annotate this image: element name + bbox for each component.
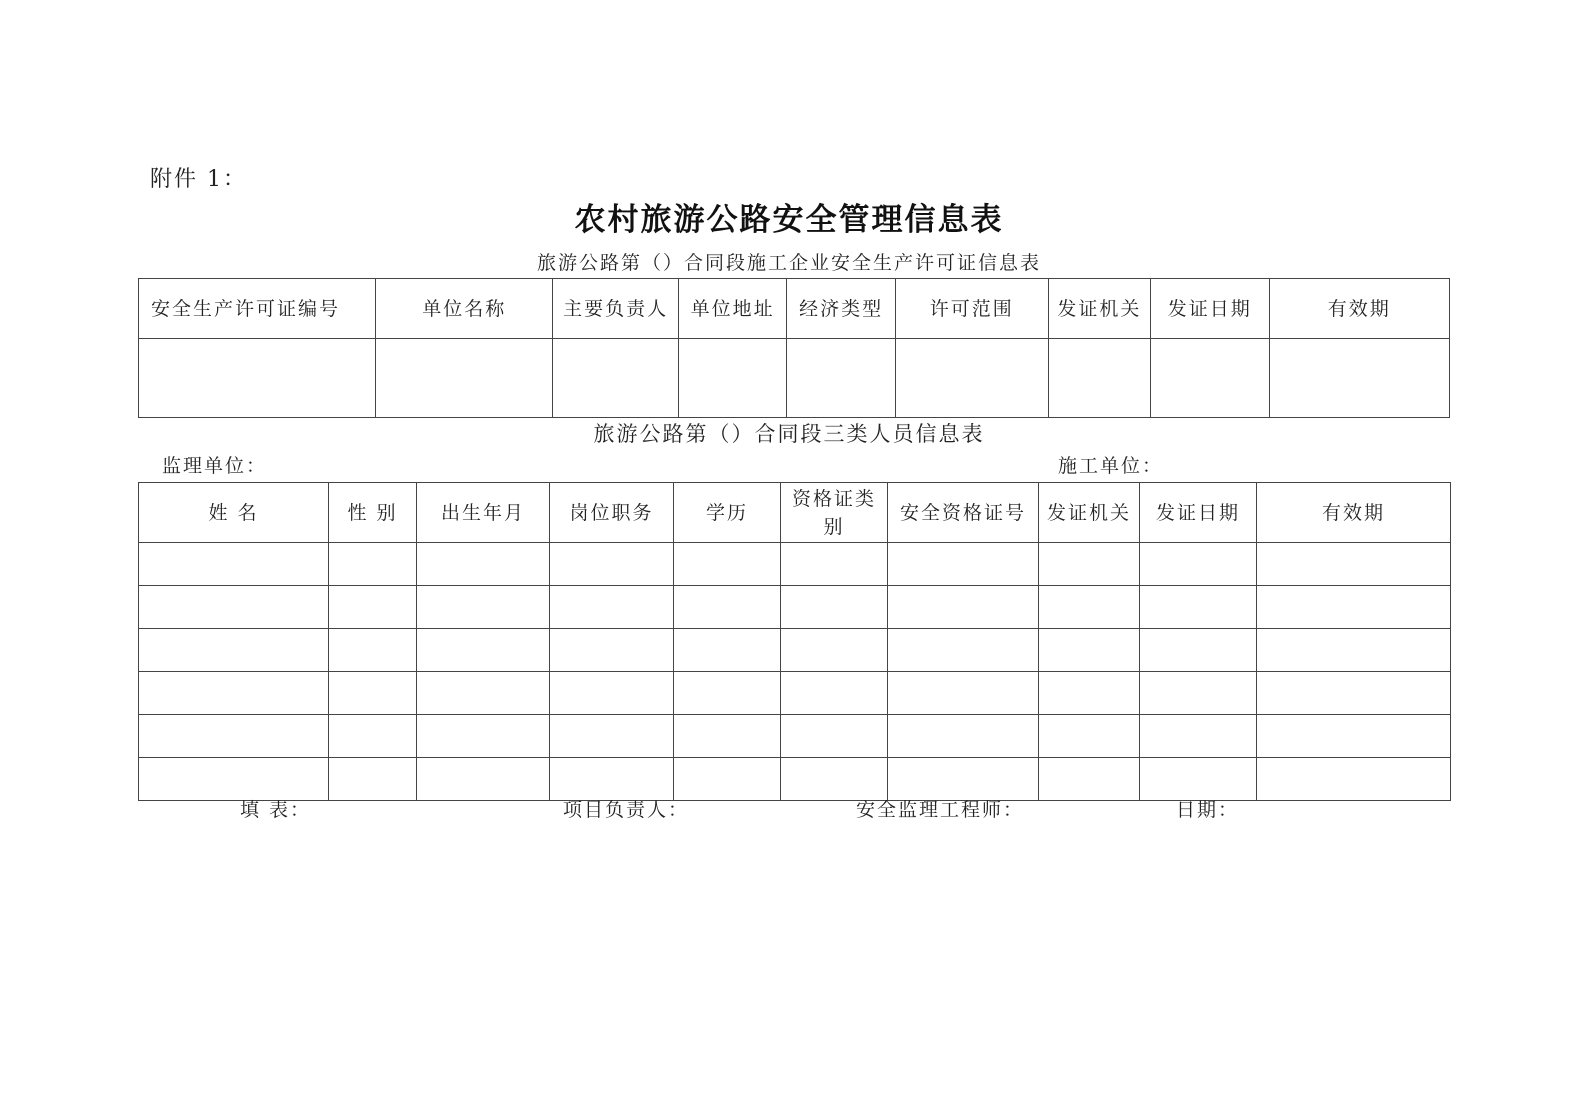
table-cell[interactable]	[1257, 715, 1451, 758]
table-cell[interactable]	[674, 715, 781, 758]
table-cell[interactable]	[1257, 758, 1451, 801]
footer-filled-by-label: 填 表：	[240, 799, 312, 821]
table-cell[interactable]	[1039, 672, 1140, 715]
table-cell[interactable]	[550, 586, 674, 629]
supervisor-unit-label: 监理单位：	[162, 455, 268, 477]
table-cell[interactable]	[1140, 715, 1257, 758]
table-cell[interactable]	[674, 629, 781, 672]
table-cell[interactable]	[329, 715, 417, 758]
table-cell[interactable]	[417, 758, 550, 801]
table-row	[139, 758, 1451, 801]
license-table	[138, 278, 1450, 418]
license-table-header-row	[139, 279, 1450, 339]
table-cell[interactable]	[888, 543, 1039, 586]
header-cell-certificate-type: 资格证类别	[781, 483, 888, 543]
header-cell-education: 学历	[674, 483, 781, 543]
table-cell[interactable]	[139, 339, 376, 418]
header-cell-license-number: 安全生产许可证编号	[139, 279, 376, 339]
table-cell[interactable]	[550, 715, 674, 758]
table-cell[interactable]	[329, 543, 417, 586]
personnel-table	[138, 482, 1451, 801]
header-cell-economic-type: 经济类型	[787, 279, 895, 339]
table-cell[interactable]	[1039, 586, 1140, 629]
table-cell[interactable]	[550, 543, 674, 586]
table-row	[139, 543, 1451, 586]
table-cell[interactable]	[417, 672, 550, 715]
header-cell-validity: 有效期	[1269, 279, 1449, 339]
table-cell[interactable]	[1039, 715, 1140, 758]
table-cell[interactable]	[888, 672, 1039, 715]
table-cell[interactable]	[550, 672, 674, 715]
header-cell-issue-date: 发证日期	[1140, 483, 1257, 543]
table-cell[interactable]	[1039, 543, 1140, 586]
table-cell[interactable]	[1269, 339, 1449, 418]
personnel-table-header-row	[139, 483, 1451, 543]
table-row	[139, 672, 1451, 715]
header-cell-birth-date: 出生年月	[417, 483, 550, 543]
table-cell[interactable]	[417, 543, 550, 586]
header-cell-company-name: 单位名称	[376, 279, 553, 339]
table-cell[interactable]	[376, 339, 553, 418]
table-cell[interactable]	[1140, 543, 1257, 586]
personnel-table-caption: 旅游公路第（）合同段三类人员信息表	[593, 422, 985, 446]
table-cell[interactable]	[1257, 586, 1451, 629]
table-cell[interactable]	[678, 339, 786, 418]
table-cell[interactable]	[553, 339, 679, 418]
table-cell[interactable]	[895, 339, 1048, 418]
header-cell-validity: 有效期	[1257, 483, 1451, 543]
table-cell[interactable]	[888, 586, 1039, 629]
table-cell[interactable]	[674, 758, 781, 801]
table-cell[interactable]	[1140, 586, 1257, 629]
table-cell[interactable]	[787, 339, 895, 418]
page-title: 农村旅游公路安全管理信息表	[574, 202, 1004, 238]
table-cell[interactable]	[139, 543, 329, 586]
header-cell-gender: 性 别	[329, 483, 417, 543]
table-cell[interactable]	[781, 629, 888, 672]
header-cell-license-scope: 许可范围	[895, 279, 1048, 339]
table-cell[interactable]	[1257, 672, 1451, 715]
table-row	[139, 339, 1450, 418]
table-cell[interactable]	[1257, 629, 1451, 672]
table-cell[interactable]	[139, 629, 329, 672]
personnel-table-body	[139, 543, 1451, 801]
header-cell-issuing-authority: 发证机关	[1048, 279, 1150, 339]
footer-safety-engineer-label: 安全监理工程师：	[856, 799, 1025, 821]
header-cell-safety-certificate-number: 安全资格证号	[888, 483, 1039, 543]
table-cell[interactable]	[674, 586, 781, 629]
table-cell[interactable]	[1039, 758, 1140, 801]
table-cell[interactable]	[1048, 339, 1150, 418]
table-cell[interactable]	[139, 715, 329, 758]
table-cell[interactable]	[1257, 543, 1451, 586]
table-row	[139, 715, 1451, 758]
table-cell[interactable]	[781, 672, 888, 715]
header-cell-issuing-authority: 发证机关	[1039, 483, 1140, 543]
table-cell[interactable]	[1151, 339, 1270, 418]
table-cell[interactable]	[781, 543, 888, 586]
header-cell-position: 岗位职务	[550, 483, 674, 543]
table-cell[interactable]	[781, 715, 888, 758]
table-cell[interactable]	[329, 586, 417, 629]
table-cell[interactable]	[139, 586, 329, 629]
table-cell[interactable]	[550, 629, 674, 672]
table-cell[interactable]	[1140, 629, 1257, 672]
table-cell[interactable]	[417, 586, 550, 629]
table-cell[interactable]	[1039, 629, 1140, 672]
footer-project-manager-label: 项目负责人：	[563, 799, 690, 821]
table-row	[139, 586, 1451, 629]
license-table-caption: 旅游公路第（）合同段施工企业安全生产许可证信息表	[536, 252, 1041, 274]
header-cell-principal: 主要负责人	[553, 279, 679, 339]
table-cell[interactable]	[417, 629, 550, 672]
header-cell-name: 姓 名	[139, 483, 329, 543]
table-row	[139, 629, 1451, 672]
table-cell[interactable]	[674, 543, 781, 586]
header-cell-issue-date: 发证日期	[1151, 279, 1270, 339]
attachment-label: 附件 1：	[150, 167, 247, 192]
header-cell-address: 单位地址	[678, 279, 786, 339]
footer-date-label: 日期：	[1176, 799, 1240, 821]
table-cell[interactable]	[417, 715, 550, 758]
table-cell[interactable]	[329, 758, 417, 801]
table-cell[interactable]	[329, 629, 417, 672]
table-cell[interactable]	[139, 672, 329, 715]
table-cell[interactable]	[888, 715, 1039, 758]
contractor-unit-label: 施工单位：	[1058, 455, 1164, 477]
table-cell[interactable]	[329, 672, 417, 715]
table-cell[interactable]	[674, 672, 781, 715]
table-cell[interactable]	[888, 629, 1039, 672]
table-cell[interactable]	[781, 586, 888, 629]
table-cell[interactable]	[1140, 672, 1257, 715]
